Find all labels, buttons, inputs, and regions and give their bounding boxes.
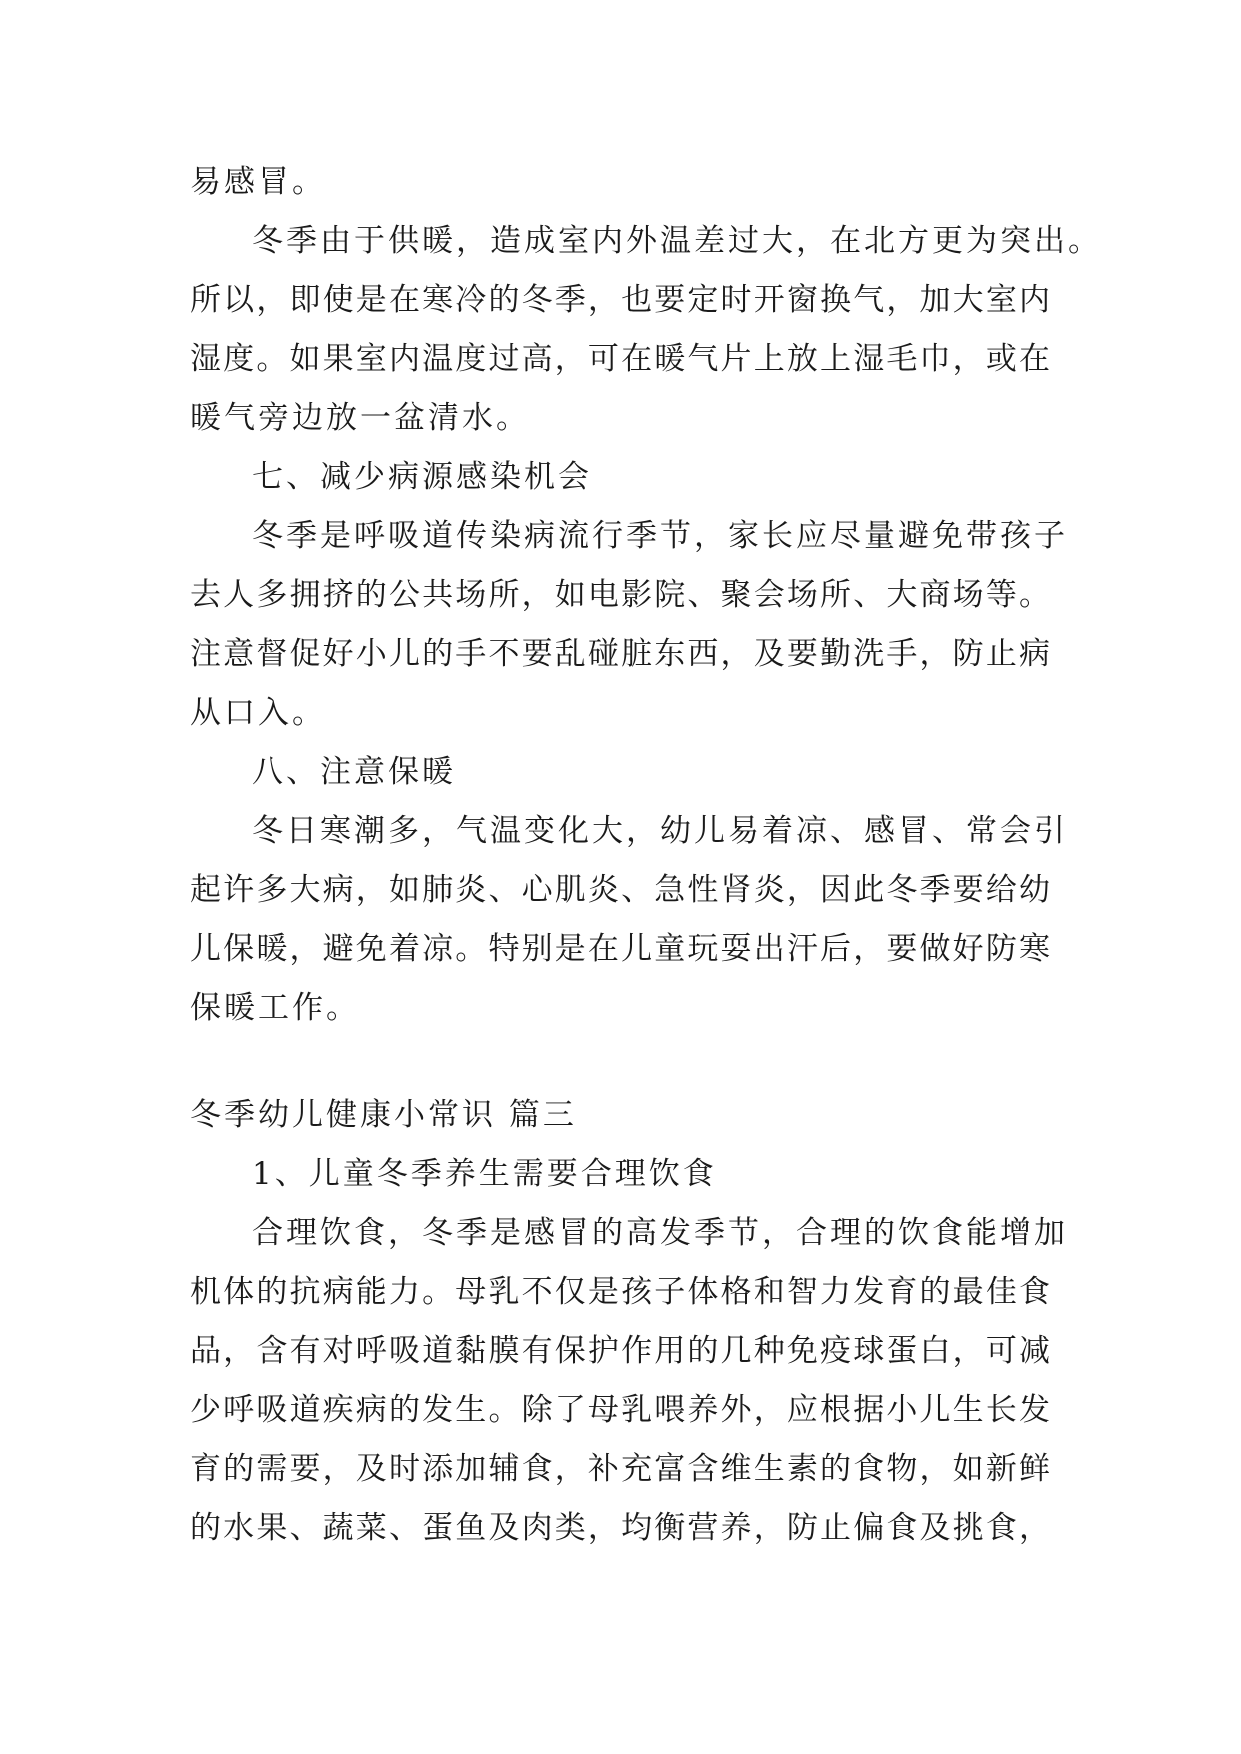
text-line: 注意督促好小儿的手不要乱碰脏东西，及要勤洗手，防止病 <box>190 636 1050 672</box>
text-line: 所以，即使是在寒冷的冬季，也要定时开窗换气，加大室内 <box>190 282 1050 318</box>
text-line: 易感冒。 <box>190 164 326 200</box>
text-line: 品，含有对呼吸道黏膜有保护作用的几种免疫球蛋白，可减 <box>190 1333 1050 1369</box>
text-line: 湿度。如果室内温度过高，可在暖气片上放上湿毛巾，或在 <box>190 341 1050 377</box>
text-line: 儿保暖，避免着凉。特别是在儿童玩耍出汗后，要做好防寒 <box>190 931 1050 967</box>
part-title: 冬季幼儿健康小常识 篇三 <box>190 1097 577 1133</box>
text-line: 育的需要，及时添加辅食，补充富含维生素的食物，如新鲜 <box>190 1451 1050 1487</box>
text-line: 冬季是呼吸道传染病流行季节，家长应尽量避免带孩子 <box>252 518 1068 554</box>
text-line: 冬日寒潮多，气温变化大，幼儿易着凉、感冒、常会引 <box>252 813 1068 849</box>
text-line: 从口入。 <box>190 695 326 731</box>
text-line: 去人多拥挤的公共场所，如电影院、聚会场所、大商场等。 <box>190 577 1050 613</box>
section-heading: 七、减少病源感染机会 <box>252 459 592 495</box>
text-line: 起许多大病，如肺炎、心肌炎、急性肾炎，因此冬季要给幼 <box>190 872 1050 908</box>
text-line: 保暖工作。 <box>190 990 360 1026</box>
text-line: 暖气旁边放一盆清水。 <box>190 400 530 436</box>
text-line: 冬季由于供暖，造成室内外温差过大，在北方更为突出。 <box>252 223 1102 259</box>
text-line: 的水果、蔬菜、蛋鱼及肉类，均衡营养，防止偏食及挑食， <box>190 1510 1050 1546</box>
text-line: 合理饮食，冬季是感冒的高发季节，合理的饮食能增加 <box>252 1215 1068 1251</box>
section-heading: 八、注意保暖 <box>252 754 456 790</box>
text-line: 少呼吸道疾病的发生。除了母乳喂养外，应根据小儿生长发 <box>190 1392 1050 1428</box>
section-heading: 1、儿童冬季养生需要合理饮食 <box>252 1156 717 1192</box>
text-line: 机体的抗病能力。母乳不仅是孩子体格和智力发育的最佳食 <box>190 1274 1050 1310</box>
